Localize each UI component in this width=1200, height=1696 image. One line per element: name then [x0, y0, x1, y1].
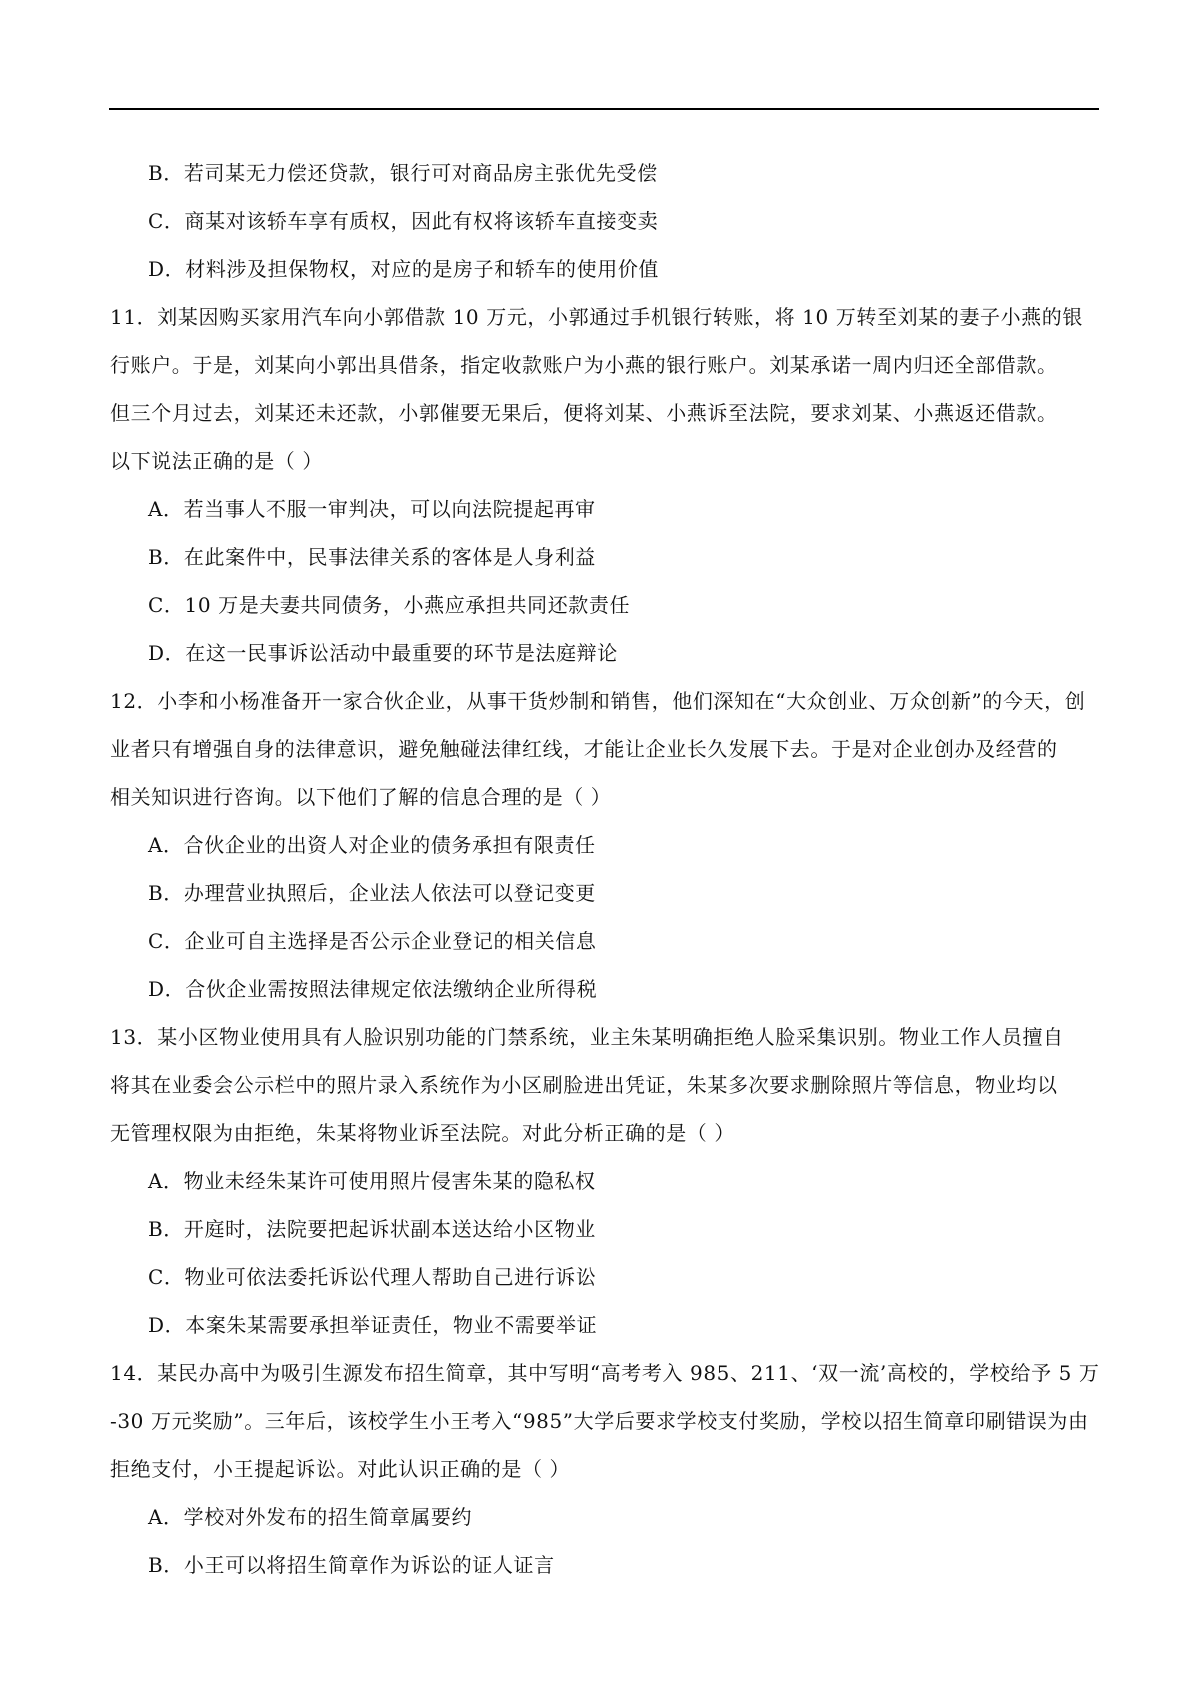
question-stem-line: 11．刘某因购买家用汽车向小郭借款 10 万元，小郭通过手机银行转账，将 10 万转至刘某的妻子小燕的银: [110, 305, 1083, 329]
question-stem-line: 但三个月过去，刘某还未还款，小郭催要无果后，便将刘某、小燕诉至法院，要求刘某、小燕返还借款。: [110, 401, 1058, 425]
option-d: D．本案朱某需要承担举证责任，物业不需要举证: [148, 1313, 598, 1337]
option-d: D．合伙企业需按照法律规定依法缴纳企业所得税: [148, 977, 598, 1001]
question-stem-line: 14．某民办高中为吸引生源发布招生简章，其中写明“高考考入 985、211、‘双一流’高校的，学校给予 5 万: [110, 1361, 1100, 1385]
option-b: B．开庭时，法院要把起诉状副本送达给小区物业: [148, 1217, 596, 1241]
question-14: [110, 1349, 1100, 1589]
option-b: B．若司某无力偿还贷款，银行可对商品房主张优先受偿: [148, 161, 658, 185]
question-stem-line: 13．某小区物业使用具有人脸识别功能的门禁系统，业主朱某明确拒绝人脸采集识别。物业工作人员擅自: [110, 1025, 1064, 1049]
question-12: [110, 677, 1096, 1013]
option-b: B．小王可以将招生简章作为诉讼的证人证言: [148, 1553, 555, 1577]
question-stem-line: 以下说法正确的是（ ）: [110, 449, 323, 473]
option-d: D．材料涉及担保物权，对应的是房子和轿车的使用价值: [148, 257, 660, 281]
option-c: C．商某对该轿车享有质权，因此有权将该轿车直接变卖: [148, 209, 659, 233]
option-a: A．物业未经朱某许可使用照片侵害朱某的隐私权: [148, 1169, 596, 1193]
option-b: B．在此案件中，民事法律关系的客体是人身利益: [148, 545, 596, 569]
option-b: B．办理营业执照后，企业法人依法可以登记变更: [148, 881, 596, 905]
question-stem-line: 12．小李和小杨准备开一家合伙企业，从事干货炒制和销售，他们深知在“大众创业、万众创新”的今天，创: [110, 689, 1086, 713]
option-c: C．10 万是夫妻共同债务，小燕应承担共同还款责任: [148, 593, 631, 617]
option-c: C．企业可自主选择是否公示企业登记的相关信息: [148, 929, 597, 953]
question-stem-line: 相关知识进行咨询。以下他们了解的信息合理的是（ ）: [110, 785, 612, 809]
option-a: A．若当事人不服一审判决，可以向法院提起再审: [148, 497, 596, 521]
question-11: [110, 293, 1096, 677]
option-c: C．物业可依法委托诉讼代理人帮助自己进行诉讼: [148, 1265, 597, 1289]
header-rule: [109, 108, 1099, 110]
option-a: A．学校对外发布的招生简章属要约: [148, 1505, 473, 1529]
previous-question-options: [110, 149, 1096, 293]
question-stem-line: 拒绝支付，小王提起诉讼。对此认识正确的是（ ）: [110, 1457, 571, 1481]
option-d: D．在这一民事诉讼活动中最重要的环节是法庭辩论: [148, 641, 618, 665]
question-stem-line: 业者只有增强自身的法律意识，避免触碰法律红线，才能让企业长久发展下去。于是对企业创办及经营的: [110, 737, 1058, 761]
question-stem-line: -30 万元奖励”。三年后，该校学生小王考入“985”大学后要求学校支付奖励，学校以招生简章印刷错误为由: [110, 1409, 1089, 1433]
page-content: [110, 149, 1100, 1589]
question-stem-line: 无管理权限为由拒绝，朱某将物业诉至法院。对此分析正确的是（ ）: [110, 1121, 735, 1145]
question-13: [110, 1013, 1096, 1349]
question-stem-line: 将其在业委会公示栏中的照片录入系统作为小区刷脸进出凭证，朱某多次要求删除照片等信息，物业均以: [110, 1073, 1058, 1097]
option-a: A．合伙企业的出资人对企业的债务承担有限责任: [148, 833, 596, 857]
question-stem-line: 行账户。于是，刘某向小郭出具借条，指定收款账户为小燕的银行账户。刘某承诺一周内归还全部借款。: [110, 353, 1058, 377]
